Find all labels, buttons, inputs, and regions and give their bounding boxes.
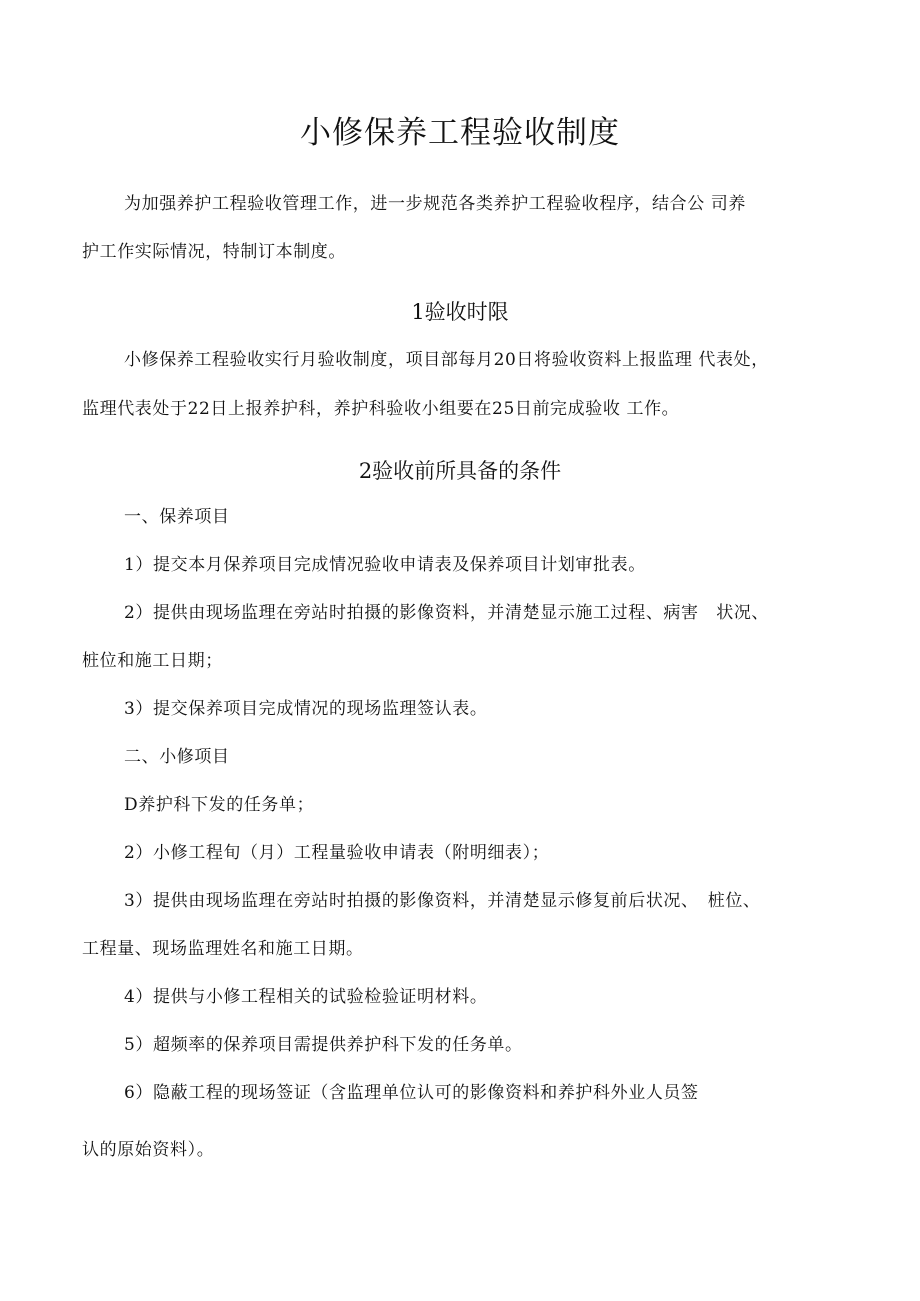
list-item: 6）隐蔽工程的现场签证（含监理单位认可的影像资料和养护科外业人员签: [124, 1083, 699, 1103]
list-item: D养护科下发的任务单；: [124, 795, 315, 815]
list-item-continuation: 工程量、现场监理姓名和施工日期。: [82, 939, 364, 959]
list-item: 3）提供由现场监理在旁站时拍摄的影像资料，并清楚显示修复前后状况、 桩位、: [124, 891, 761, 911]
list-item-continuation: 认的原始资料）。: [82, 1140, 215, 1160]
subsection-label-repair: 二、小修项目: [124, 747, 230, 767]
section1-paragraph-line: 小修保养工程验收实行月验收制度，项目部每月20日将验收资料上报监理 代表处，: [124, 350, 769, 370]
list-item-continuation: 桩位和施工日期；: [82, 651, 223, 671]
intro-paragraph-line: 为加强养护工程验收管理工作，进一步规范各类养护工程验收程序，结合公 司养: [124, 194, 747, 214]
list-item: 3）提交保养项目完成情况的现场监理签认表。: [124, 699, 488, 719]
subsection-label-maintenance: 一、保养项目: [124, 507, 230, 527]
section1-paragraph-line: 监理代表处于22日上报养护科，养护科验收小组要在25日前完成验收 工作。: [82, 399, 680, 419]
page-title: 小修保养工程验收制度: [300, 115, 620, 151]
intro-paragraph-line: 护工作实际情况，特制订本制度。: [82, 242, 346, 262]
section-heading-time-limit: 1验收时限: [411, 300, 509, 324]
list-item: 2）小修工程旬（月）工程量验收申请表（附明细表）；: [124, 843, 550, 863]
list-item: 4）提供与小修工程相关的试验检验证明材料。: [124, 987, 488, 1007]
list-item: 1）提交本月保养项目完成情况验收申请表及保养项目计划审批表。: [124, 555, 646, 575]
section-heading-conditions: 2验收前所具备的条件: [358, 459, 562, 483]
list-item: 2）提供由现场监理在旁站时拍摄的影像资料，并清楚显示施工过程、病害 状况、: [124, 603, 770, 623]
list-item: 5）超频率的保养项目需提供养护科下发的任务单。: [124, 1035, 523, 1055]
